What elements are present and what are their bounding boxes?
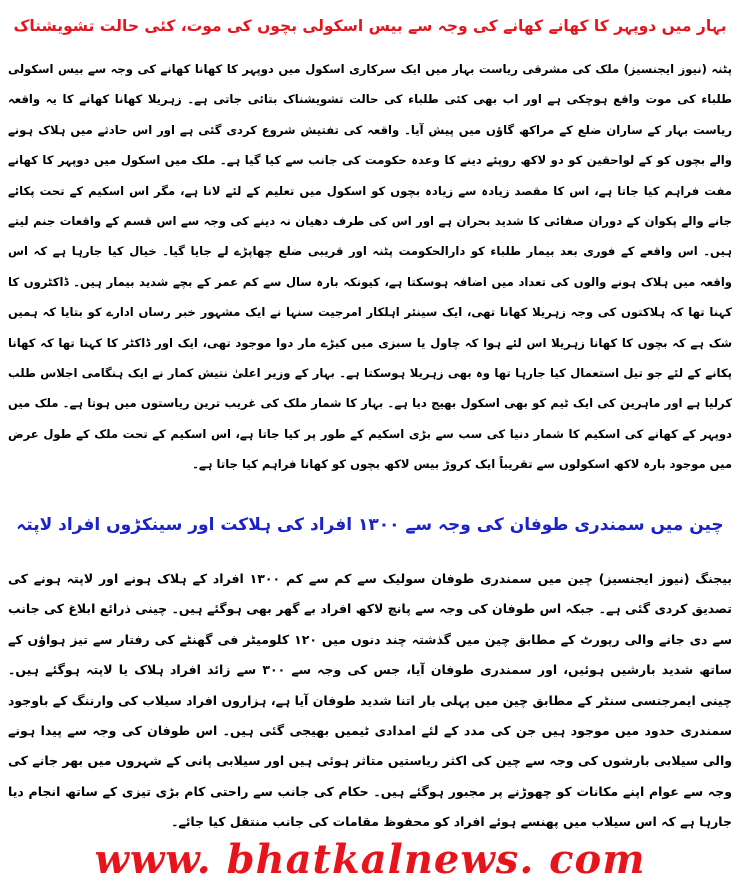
article1-body: پٹنہ (نیوز ایجنسیز) ملک کی مشرقی ریاست بہار میں ایک سرکاری اسکول میں دوپہر کا کھانا کھانے کی وجہ سے بیس اسکولی طلباء کی موت واقع ہوچکی ہے اور اب بھی کئی طلباء کی حالت تشویشناک بتائی جاتی ہے۔ زہریلا کھانا کھانے کا یہ واقعہ ریاست بہار کے ساران ضلع کے مراکھ گاؤں میں پیش آیا۔ واقعہ کی تفتیش شروع کردی گئی ہے اور اس حادثے میں ہلاک ہونے والے بچوں کو کے لواحقین کو دو لاکھ روپئے دینے کا وعدہ حکومت کی جانب سے کیا گیا ہے۔ ملک میں اسکول میں دوپہر کا کھانے مفت فراہم کیا جاتا ہے، اس کا مقصد زیادہ سے زیادہ بچوں کو اسکول میں تعلیم کے لئے لانا ہے، مگر اس اسکیم کے تحت پکائے جانے والے پکوان کے دوران صفائی کا شدید بحران ہے اور اس کی طرف دھیان نہ دینے کی وجہ سے اس قسم کے واقعات جنم لیتے ہیں۔ اس واقعے کے فوری بعد بیمار طلباء کو دارالحکومت پٹنہ اور قریبی ضلع چھاپڑے لے جایا گیا۔ خیال کیا جارہا ہے کہ اس واقعہ میں ہلاک ہونے والوں کی تعداد میں اضافہ ہوسکتا ہے، کیونکہ بارہ سال سے کم عمر کے بچے شدید بیمار ہیں۔ ڈاکٹروں کا کہنا تھا کہ ہلاکتوں کی وجہ زہریلا کھانا تھی، ایک سینئر اہلکار امرجیت سنہا نے ایک مشہور خبر رساں ادارے کو بتایا کہ ہمیں شک ہے کہ بچوں کا کھانا زہریلا اس لئے ہوا کہ چاول یا سبزی میں کیڑے مار دوا موجود تھی، ایک اور ڈاکٹر کا کہنا تھا کہ کھانا پکانے کے لئے جو تیل استعمال کیا جارہا تھا وہ بھی زہریلا ہوسکتا ہے۔ بہار کے وزیر اعلیٰ نتیش کمار نے ایک ہنگامی اجلاس طلب کرلیا ہے اور ماہرین کی ایک ٹیم کو بھی اسکول بھیج دیا ہے۔ بہار کا شمار ملک کی غریب ترین ریاستوں میں ہوتا ہے۔ ملک میں دوپہر کے کھانے کی اسکیم کا شمار دنیا کی سب سے بڑی اسکیم کے طور پر کیا جاتا ہے، اس اسکیم کے تحت ملک کے طول عرض میں موجود بارہ لاکھ اسکولوں سے تقریباً ایک کروڑ بیس لاکھ بچوں کو کھانا فراہم کیا جاتا ہے۔ xyxy=(8,62,732,472)
article2-headline: چین میں سمندری طوفان کی وجہ سے ۱۳۰۰ افراد کی ہلاکت اور سینکڑوں افراد لاپتہ xyxy=(16,515,724,535)
article1-headline: بہار میں دوپہر کا کھانے کھانے کی وجہ سے بیس اسکولی بچوں کی موت، کئی حالت تشویشناک xyxy=(13,17,727,35)
article2-body: بیجنگ (نیوز ایجنسیز) چین میں سمندری طوفان سولیک سے کم سے کم ۱۳۰۰ افراد کے ہلاک ہونے اور لاپتہ ہونے کی تصدیق کردی گئی ہے۔ جبکہ اس طوفان کی وجہ سے پانچ لاکھ افراد بے گھر بھی ہوگئے ہیں۔ چینی ذرائع ابلاغ کی جانب سے دی جانے والی رپورٹ کے مطابق چین میں گذشتہ چند دنوں میں ۱۲۰ کلومیٹر فی گھنٹے کی رفتار سے تیز ہواؤں کے ساتھ شدید بارشیں ہوئیں، اور سمندری طوفان آیا، جس کی وجہ سے ۳۰۰ سے زائد افراد ہلاک یا لاپتہ ہوگئے ہیں۔ چینی ایمرجنسی سنٹر کے مطابق چین میں پہلی بار اتنا شدید طوفان آیا ہے، ہزاروں افراد سیلاب کی وارننگ کے باوجود سمندری حدود میں موجود ہیں جن کی مدد کے لئے امدادی ٹیمیں بھیجی گئی ہیں۔ اس طوفان کی وجہ سے پیدا ہونے والی سیلابی بارشوں کی وجہ سے چین کی اکثر ریاستیں متاثر ہوئی ہیں اور سیلابی پانی کے شہروں میں بھر جانے کی وجہ سے عوام اپنے مکانات کو چھوڑنے پر مجبور ہوگئے ہیں۔ حکام کی جانب سے راحتی کام بڑی تیزی کے ساتھ انجام دیا جارہا ہے کہ اس سیلاب میں پھنسے ہوئے افراد کو محفوظ مقامات کی جانب منتقل کیا جائے۔ xyxy=(8,571,732,830)
website-footer: www. bhatkalnews. com xyxy=(94,836,646,883)
